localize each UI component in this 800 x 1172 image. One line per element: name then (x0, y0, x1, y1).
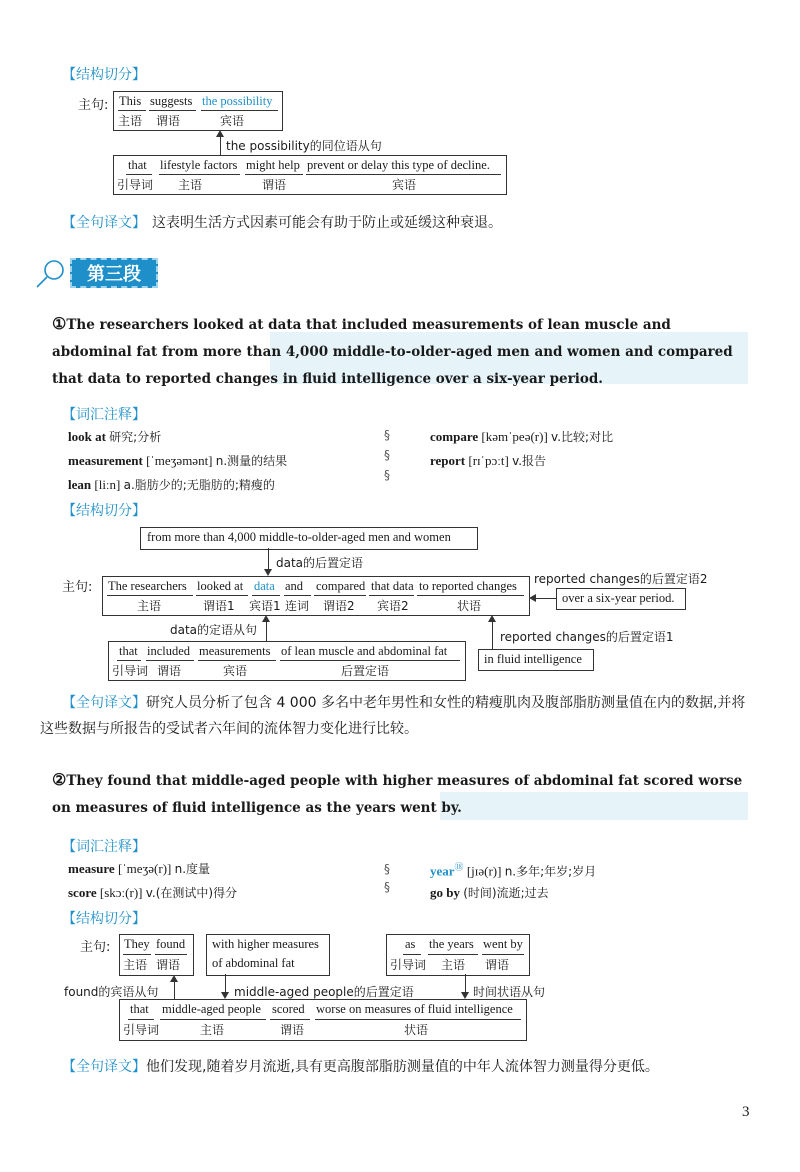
arrow-label: middle-aged people的后置定语 (234, 985, 414, 999)
translation-block (62, 1054, 762, 1080)
sentence-number: ① (52, 314, 67, 333)
vocab-item: measurement [ˈmeʒəmənt] n.测量的结果 (68, 453, 288, 468)
vocab-tag: 【词汇注释】 (62, 407, 146, 423)
translation: 他们发现,随着岁月流逝,具有更高腹部脂肪测量值的中年人流体智力测量得分更低。 (146, 1059, 659, 1075)
translation-tag: 【全句译文】 (62, 1059, 146, 1075)
vocab-item: score [skɔː(r)] v.(在测试中)得分 (68, 885, 238, 900)
translation-block (40, 690, 750, 742)
vocab-item: year⑱ [jɪə(r)] n.多年;年岁;岁月 (430, 862, 597, 879)
role: 主语 (178, 178, 203, 192)
main-clause-box: The researchers looked at data and compared that data to reported changes 主语 谓语1 宾语1 连词 谓语2 宾语2 状语 (102, 576, 530, 616)
translation: 研究人员分析了包含 4 000 多名中老年男性和女性的精瘦肌肉及腹部脂肪测量值在内的数据,并将这些数据与所报告的受试者六年间的流体智力变化进行比较。 (40, 695, 746, 737)
arrow-label: data的后置定语 (276, 556, 364, 570)
main-clause-label: 主句: (80, 940, 111, 955)
word: suggests (150, 94, 193, 108)
vocab-item: measure [ˈmeʒə(r)] n.度量 (68, 861, 211, 876)
translation: 这表明生活方式因素可能会有助于防止或延缓这种衰退。 (152, 215, 502, 231)
vocab-item: look at 研究;分析 (68, 429, 162, 444)
modifier-label: reported changes的后置定语1 (500, 630, 674, 644)
modifier-box: in fluid intelligence (478, 649, 594, 671)
modifier-label: reported changes的后置定语2 (534, 572, 708, 586)
sentence-text: They found that middle-aged people with higher measures of abdominal fat scored worse on measures of fluid intelligence as the years went by. (52, 773, 743, 816)
main-clause-box: They found 主语 谓语 (119, 934, 194, 976)
main-clause-label: 主句: (62, 580, 93, 595)
role: 主语 (118, 114, 143, 128)
arrow-label: found的宾语从句 (64, 985, 159, 999)
modifier-box: from more than 4,000 middle-to-older-aged men and women (140, 527, 478, 550)
clause-box (113, 155, 507, 195)
vocab-tag: 【词汇注释】 (62, 839, 146, 855)
sentence-1 (52, 310, 752, 393)
translation-tag: 【全句译文】 (62, 695, 146, 711)
main-clause-label: 主句: (78, 98, 109, 113)
translation-tag: 【全句译文】 (62, 215, 146, 231)
arrow-label: the possibility的同位语从句 (226, 139, 382, 153)
arrow-label: 时间状语从句 (473, 985, 546, 999)
structure-tag: 【结构切分】 (62, 67, 146, 83)
sentence-2 (52, 766, 752, 822)
word: might help (246, 158, 300, 172)
vocab-item: compare [kəmˈpeə(r)] v.比较;对比 (430, 429, 614, 444)
sentence-number: ② (52, 770, 67, 789)
clause-box: that middle-aged people scored worse on measures of fluid intelligence 引导词 主语 谓语 状语 (119, 999, 527, 1041)
role: 谓语 (156, 114, 181, 128)
vocab-item: report [rɪˈpɔːt] v.报告 (430, 453, 547, 468)
word: This (119, 94, 142, 108)
section-heading: 第三段 (70, 258, 158, 288)
modifier-box: over a six-year period. (556, 588, 686, 610)
arrow-label: data的定语从句 (170, 623, 258, 637)
clause-box: that included measurements of lean muscle and abdominal fat 引导词 谓语 宾语 后置定语 (108, 641, 466, 681)
structure-tag: 【结构切分】 (62, 503, 146, 519)
modifier-box: with higher measures of abdominal fat (206, 934, 330, 976)
word: lifestyle factors (160, 158, 238, 172)
word: the possibility (202, 94, 273, 108)
structure-tag: 【结构切分】 (62, 911, 146, 927)
vocab-item: lean [liːn] a.脂肪少的;无脂肪的;精瘦的 (68, 477, 275, 492)
page-number: 3 (742, 1104, 750, 1120)
sentence-text: The researchers looked at data that included measurements of lean muscle and abdominal fat from more than 4,000 middle-to-older-aged men and women and compared that data to reported changes in fluid intelligence over a six-year period. (52, 317, 733, 387)
main-clause-box (113, 91, 283, 131)
magnifier-icon (34, 258, 68, 290)
role: 谓语 (262, 178, 287, 192)
word: prevent or delay this type of decline. (307, 158, 490, 172)
word: that (128, 158, 147, 172)
clause-box: as the years went by 引导词 主语 谓语 (386, 934, 530, 976)
role: 引导词 (117, 178, 154, 192)
vocab-item: go by (时间)流逝;过去 (430, 885, 549, 900)
role: 宾语 (220, 114, 245, 128)
role: 宾语 (392, 178, 417, 192)
